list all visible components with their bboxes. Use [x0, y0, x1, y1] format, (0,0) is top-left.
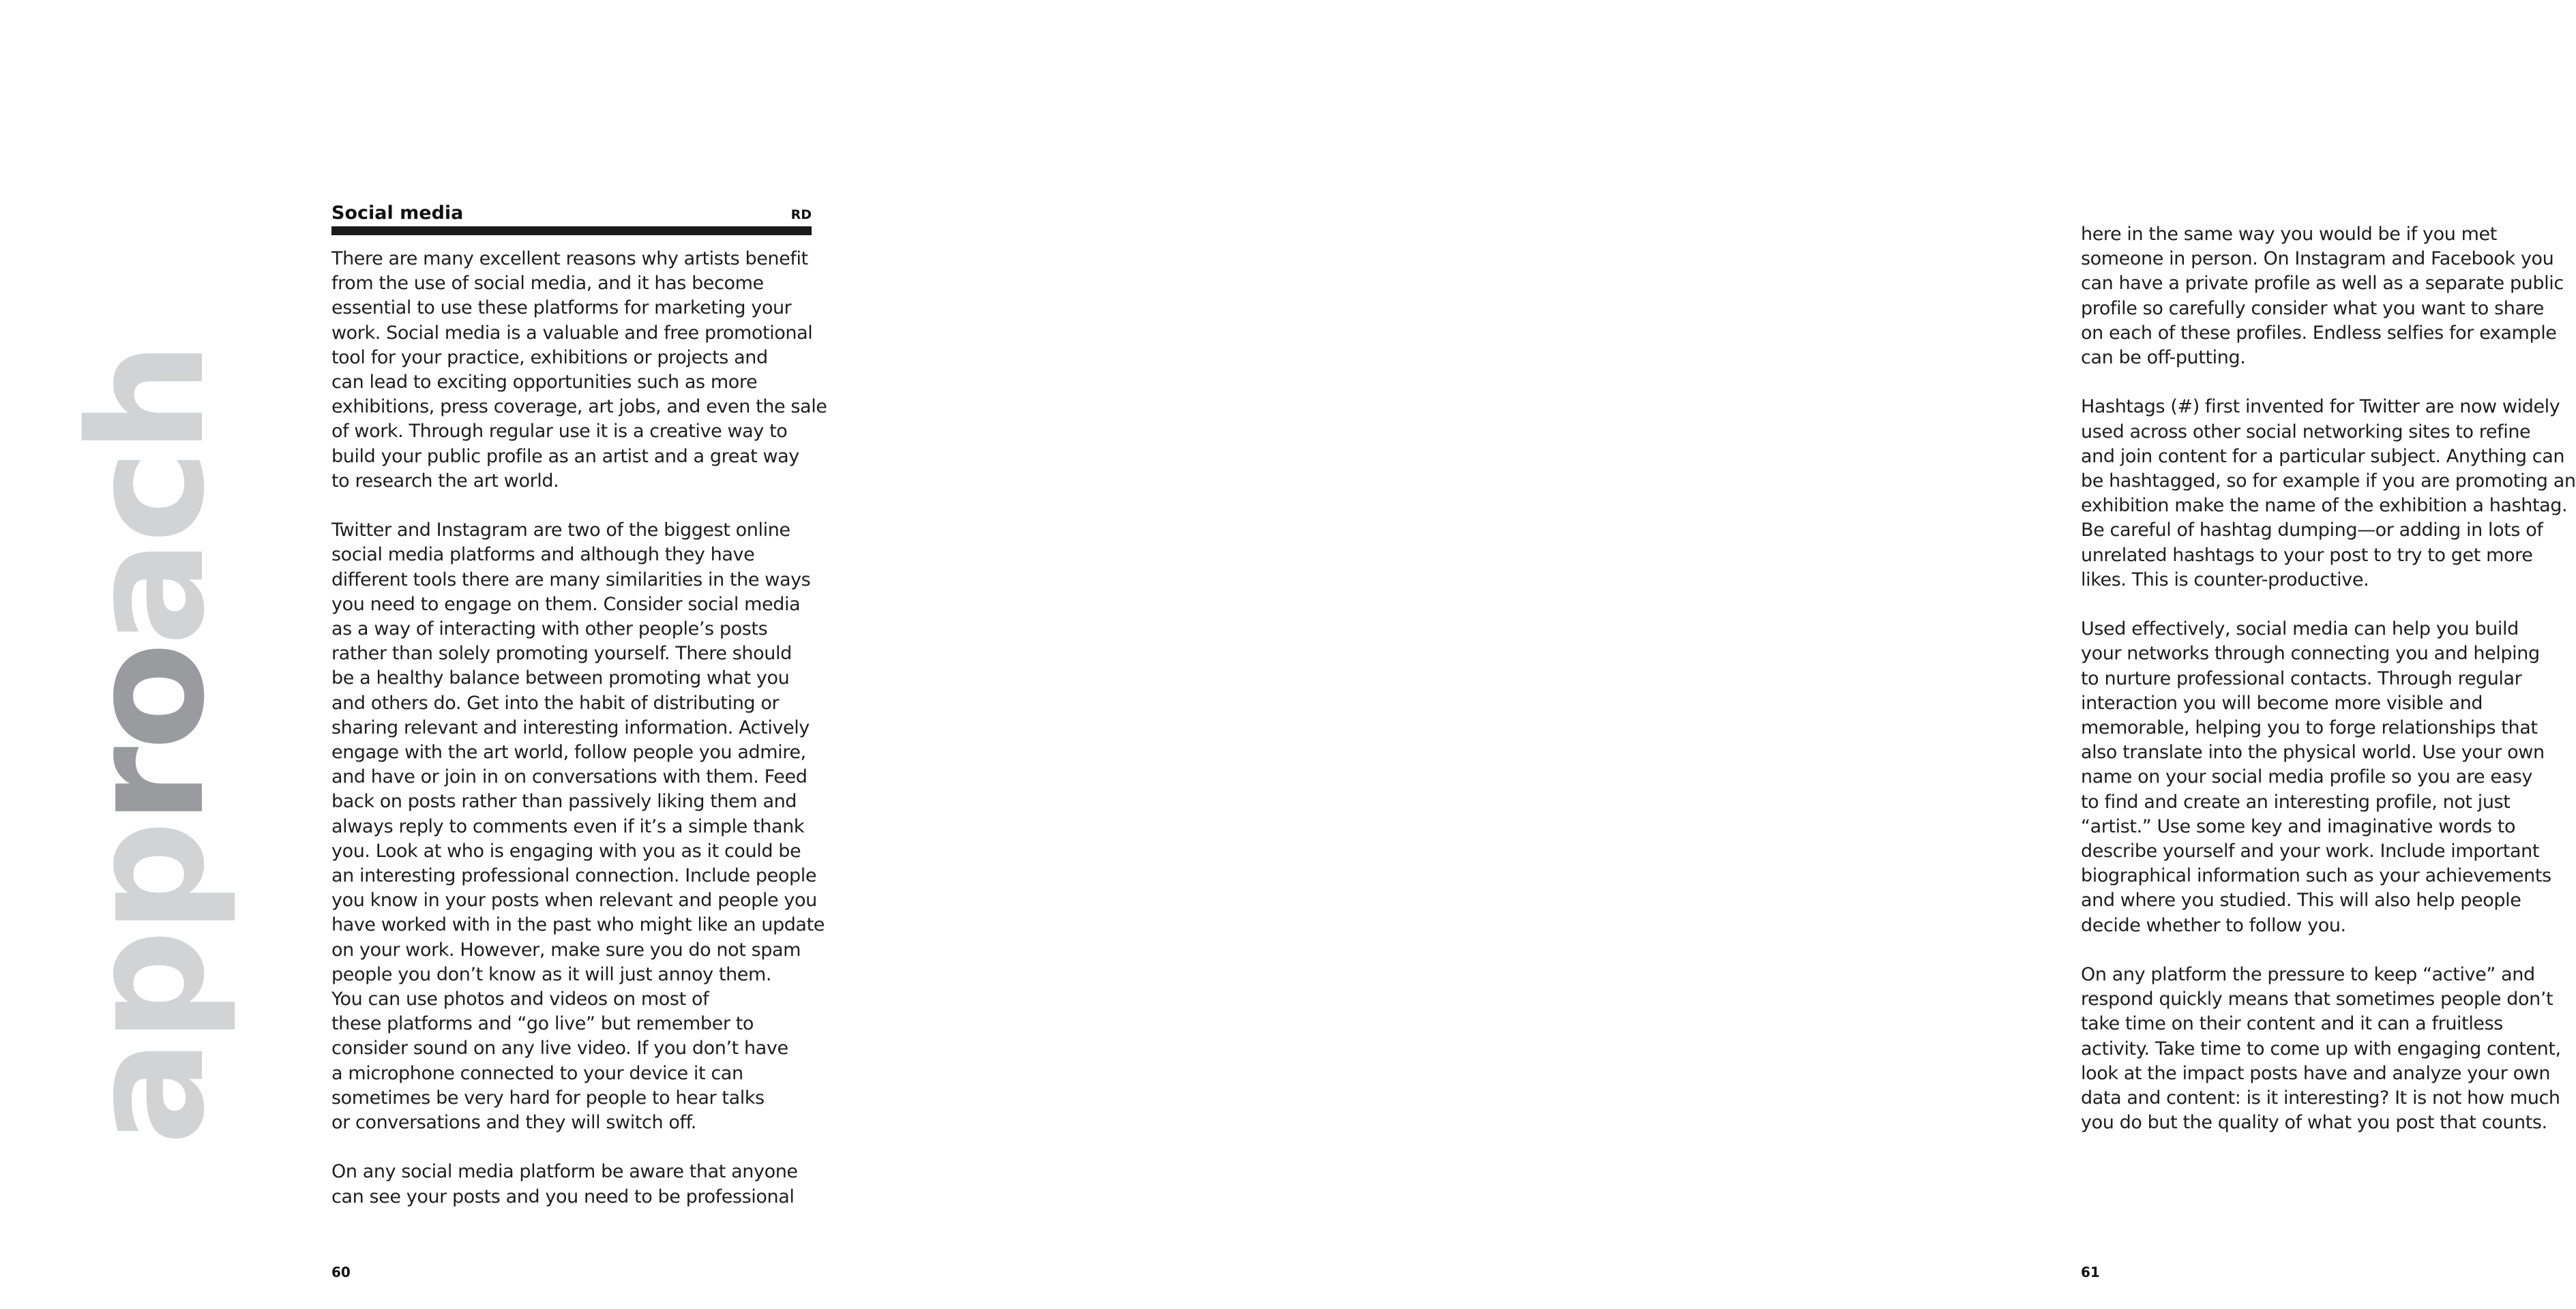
text-line: these platforms and “go live” but remember to	[331, 1013, 754, 1035]
text-line: you need to engage on them. Consider social media	[331, 593, 801, 615]
text-line: On any social media platform be aware that anyone	[331, 1161, 798, 1183]
text-line: consider sound on any live video. If you don’t have	[331, 1038, 788, 1059]
text-line: you know in your posts when relevant and people you	[331, 890, 817, 912]
text-line: data and content: is it interesting? It is not how much	[2081, 1087, 2560, 1109]
text-line: of work. Through regular use it is a creative way to	[331, 421, 788, 442]
text-line: to nurture professional contacts. Through regular	[2081, 667, 2522, 689]
text-line: sometimes be very hard for people to hear talks	[331, 1087, 765, 1109]
text-line: and join content for a particular subject. Anything can	[2081, 445, 2565, 467]
text-line: exhibition make the name of the exhibition a hashtag.	[2081, 495, 2568, 517]
paragraph	[2081, 395, 2576, 592]
text-line: build your public profile as an artist and a great way	[331, 445, 799, 467]
section-header	[331, 196, 812, 235]
text-line: On any platform the pressure to keep “active” and	[2081, 964, 2535, 986]
text-line: be a healthy balance between promoting what you	[331, 667, 790, 689]
text-line: here in the same way you would be if you met	[2081, 224, 2497, 245]
text-line: on each of these profiles. Endless selfies for example	[2081, 322, 2557, 344]
text-line: profile so carefully consider what you want to share	[2081, 297, 2544, 319]
text-line: people you don’t know as it will just annoy them.	[331, 963, 772, 985]
text-line: interaction you will become more visible and	[2081, 692, 2483, 714]
text-line: You can use photos and videos on most of	[331, 989, 709, 1010]
text-line: have worked with in the past who might like an update	[331, 914, 825, 936]
text-line: and where you studied. This will also help people	[2081, 890, 2521, 912]
paragraph	[2081, 222, 2572, 370]
text-line: can have a private profile as well as a separate public	[2081, 273, 2564, 295]
text-line: Be careful of hashtag dumping—or adding in lots of	[2081, 520, 2543, 541]
text-line: look at the impact posts have and analyze your own	[2081, 1062, 2551, 1084]
chapter-side-word	[55, 345, 239, 1145]
text-line: someone in person. On Instagram and Facebook you	[2081, 248, 2554, 270]
text-line: from the use of social media, and it has become	[331, 273, 764, 295]
text-line: unrelated hashtags to your post to try to get more	[2081, 544, 2533, 566]
paragraph	[2081, 963, 2572, 1135]
text-line: biographical information such as your achievements	[2081, 865, 2551, 887]
text-line: decide whether to follow you.	[2081, 914, 2346, 936]
text-line: exhibitions, press coverage, art jobs, and even the sale	[331, 396, 827, 418]
text-line: name on your social media profile so you are easy	[2081, 766, 2532, 788]
text-line: memorable, helping you to forge relationships that	[2081, 717, 2538, 739]
text-line: can see your posts and you need to be professional	[331, 1186, 795, 1207]
text-line: sharing relevant and interesting information. Actively	[331, 717, 810, 738]
text-line: rather than solely promoting yourself. There should	[331, 643, 792, 665]
left-page	[0, 0, 873, 1309]
side-word-part-3: ach	[55, 345, 239, 646]
right-body-text	[2081, 222, 2576, 1160]
text-line: an interesting professional connection. Include people	[331, 865, 817, 887]
page-number-left: 60	[331, 1264, 351, 1280]
section-title: Social media	[331, 202, 464, 224]
text-line: on your work. However, make sure you do not spam	[331, 939, 801, 961]
left-body-text	[331, 247, 827, 1234]
text-line: different tools there are many similarities in the ways	[331, 569, 811, 590]
text-line: back on posts rather than passively liking them and	[331, 791, 797, 813]
text-line: used across other social networking sites to refine	[2081, 421, 2531, 442]
text-line: be hashtagged, so for example if you are promoting an	[2081, 470, 2576, 492]
text-line: also translate into the physical world. Use your own	[2081, 742, 2545, 764]
side-word-part-2: ro	[55, 646, 239, 825]
text-line: Used effectively, social media can help you build	[2081, 618, 2519, 640]
text-line: social media platforms and although they have	[331, 544, 755, 566]
text-line: work. Social media is a valuable and free promotional	[331, 322, 813, 344]
right-page	[873, 0, 2576, 1309]
side-word-part-1: app	[55, 824, 239, 1145]
section-rule	[331, 226, 812, 235]
text-line: Twitter and Instagram are two of the biggest online	[331, 520, 790, 541]
paragraph	[331, 518, 823, 1135]
text-line: can lead to exciting opportunities such as more	[331, 372, 758, 393]
paragraph	[331, 1160, 823, 1209]
text-line: “artist.” Use some key and imaginative words to	[2081, 815, 2516, 837]
section-author-initials: RD	[790, 207, 812, 222]
text-line: or conversations and they will switch off.	[331, 1112, 696, 1134]
text-line: tool for your practice, exhibitions or projects and	[331, 346, 768, 368]
paragraph	[331, 247, 827, 494]
text-line: likes. This is counter-productive.	[2081, 569, 2369, 590]
text-line: take time on their content and it can a fruitless	[2081, 1013, 2503, 1035]
text-line: can be off-putting.	[2081, 347, 2246, 369]
text-line: describe yourself and your work. Include important	[2081, 841, 2540, 862]
text-line: and others do. Get into the habit of distributing or	[331, 692, 780, 714]
text-line: essential to use these platforms for marketing your	[331, 297, 792, 319]
text-line: a microphone connected to your device it can	[331, 1062, 743, 1084]
text-line: your networks through connecting you and helping	[2081, 643, 2540, 665]
text-line: to research the art world.	[331, 470, 559, 492]
text-line: Hashtags (#) first invented for Twitter are now widely	[2081, 396, 2560, 418]
text-line: There are many excellent reasons why artists benefit	[331, 248, 808, 269]
page-number-right: 61	[2081, 1264, 2100, 1280]
text-line: and have or join in on conversations with them. Feed	[331, 766, 808, 788]
paragraph	[2081, 617, 2572, 938]
section-title-row	[331, 196, 812, 226]
text-line: activity. Take time to come up with engaging content,	[2081, 1038, 2561, 1059]
text-line: as a way of interacting with other people’s posts	[331, 618, 768, 640]
text-line: you. Look at who is engaging with you as it could be	[331, 840, 801, 862]
text-line: always reply to comments even if it’s a simple thank	[331, 815, 805, 837]
text-line: respond quickly means that sometimes people don’t	[2081, 989, 2553, 1010]
text-line: you do but the quality of what you post that counts.	[2081, 1112, 2547, 1134]
text-line: engage with the art world, follow people you admire,	[331, 742, 806, 764]
text-line: to find and create an interesting profile, not just	[2081, 791, 2511, 813]
